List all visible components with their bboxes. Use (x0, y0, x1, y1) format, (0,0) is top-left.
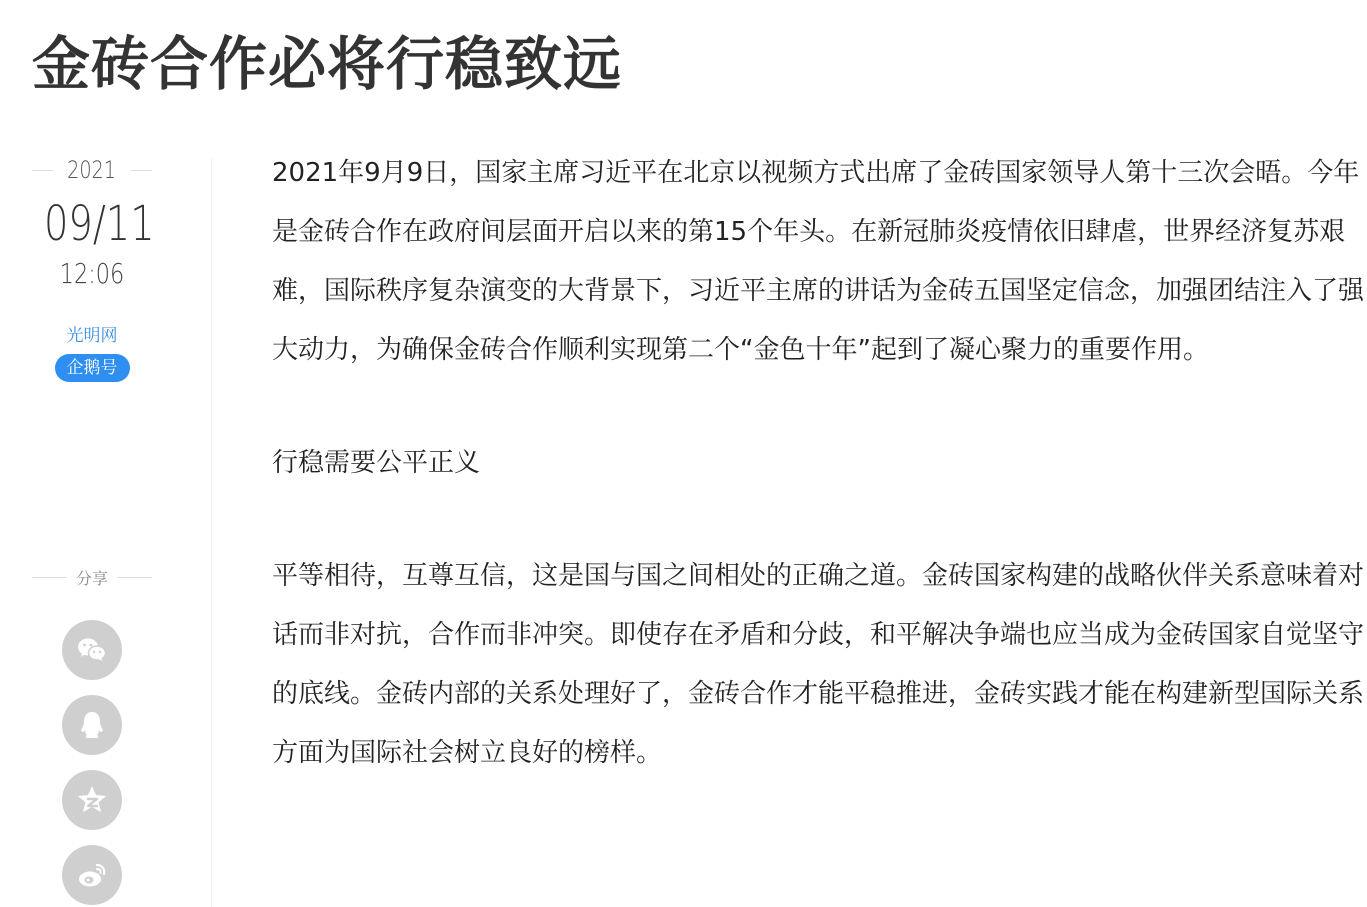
article-paragraph: 平等相待，互尊互信，这是国与国之间相处的正确之道。金砖国家构建的战略伙伴关系意味着对话而非对抗，合作而非冲突。即使存在矛盾和分歧，和平解决争端也应当成为金砖国家自觉坚守的底线。金砖内部的关系处理好了，金砖合作才能平稳推进，金砖实践才能在构建新型国际关系方面为国际社会树立良好的榜样。 (272, 561, 1365, 768)
qq-icon (74, 707, 110, 743)
paragraph-gap (272, 493, 1367, 547)
publish-year: 2021 (67, 156, 117, 184)
publish-date: 09/11 (44, 196, 155, 252)
paragraph-gap (272, 380, 1367, 434)
wechat-icon (74, 632, 110, 668)
sidebar-divider (211, 158, 212, 907)
share-qzone-button[interactable] (62, 770, 122, 830)
share-label: 分享 (76, 568, 109, 588)
weibo-icon (74, 857, 110, 893)
article-title: 金砖合作必将行稳致远 (32, 30, 623, 98)
share-wechat-button[interactable] (62, 620, 122, 680)
article-meta (32, 150, 155, 382)
share-qq-button[interactable] (62, 695, 122, 755)
divider-line (32, 170, 53, 171)
section-heading: 行稳需要公平正义 (272, 448, 481, 478)
badge-wrap (32, 354, 152, 382)
divider-line (131, 170, 152, 171)
share-header (32, 562, 152, 592)
share-panel (32, 562, 152, 905)
share-weibo-button[interactable] (62, 845, 122, 905)
source-link[interactable]: 光明网 (66, 326, 118, 346)
penguin-badge[interactable]: 企鹅号 (55, 354, 130, 382)
year-row (32, 150, 152, 190)
article-body (272, 144, 1367, 783)
qzone-icon (74, 782, 110, 818)
divider-line (118, 577, 152, 578)
publish-time: 12:06 (59, 257, 125, 290)
article-paragraph: 2021年9月9日，国家主席习近平在北京以视频方式出席了金砖国家领导人第十三次会晤。今年是金砖合作在政府间层面开启以来的第15个年头。在新冠肺炎疫情依旧肆虐，世界经济复苏艰难，国际秩序复杂演变的大背景下，习近平主席的讲话为金砖五国坚定信念，加强团结注入了强大动力，为确保金砖合作顺利实现第二个“金色十年”起到了凝心聚力的重要作用。 (272, 158, 1365, 365)
divider-line (32, 577, 66, 578)
